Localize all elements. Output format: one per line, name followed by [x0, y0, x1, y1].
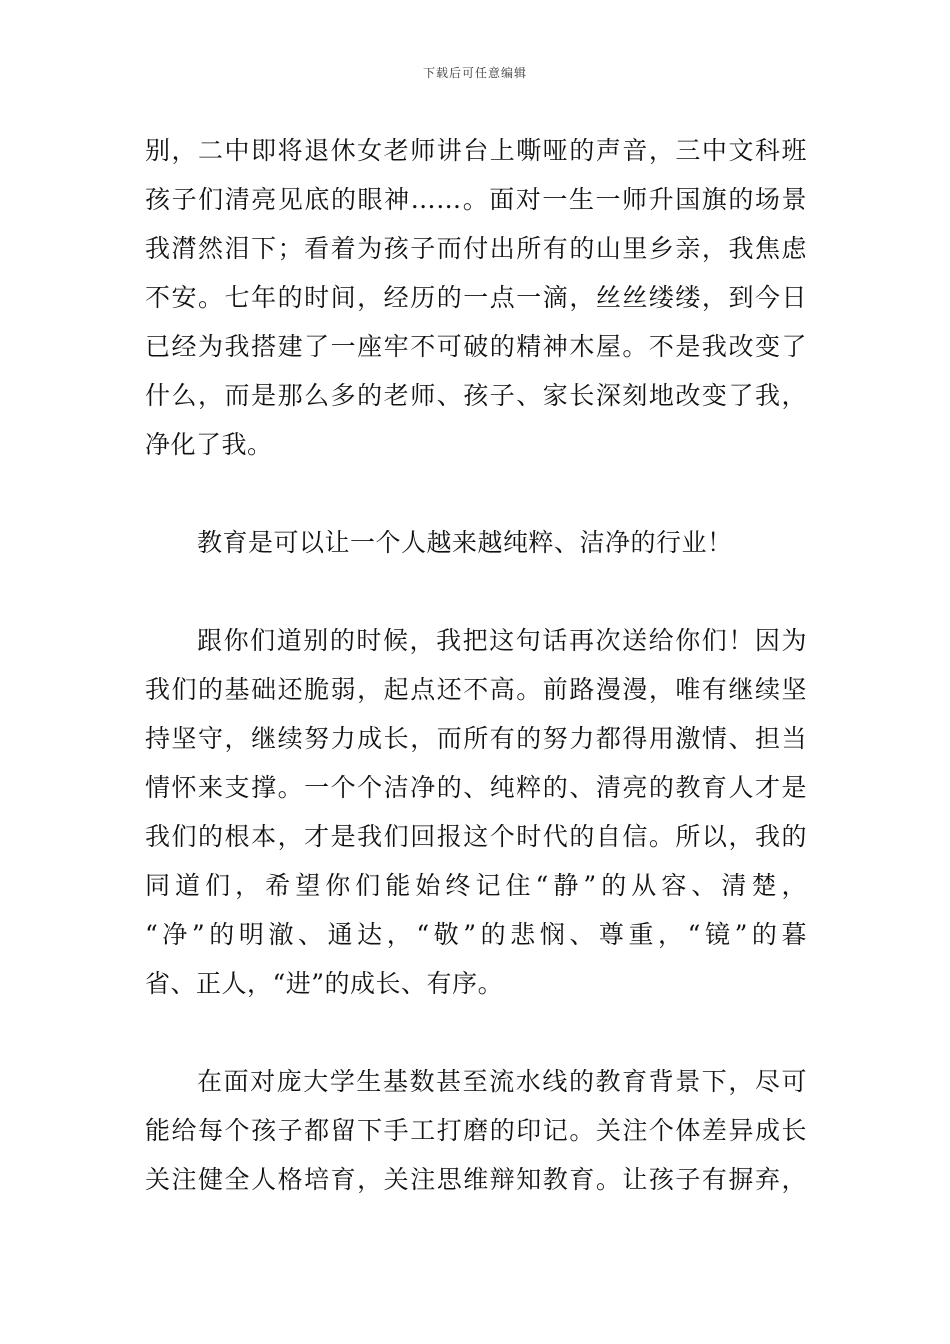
document-body	[145, 126, 807, 1204]
text-line: 跟你们道别的时候，我把这句话再次送给你们！因为	[197, 626, 807, 655]
text-line: 已经为我搭建了一座牢不可破的精神木屋。不是我改变了	[145, 332, 807, 361]
paragraph-gap	[145, 469, 807, 518]
text-line: 教育是可以让一个人越来越纯粹、洁净的行业！	[197, 528, 733, 557]
text-line: 别，二中即将退休女老师讲台上嘶哑的声音，三中文科班	[145, 136, 807, 165]
text-line: 情怀来支撑。一个个洁净的、纯粹的、清亮的教育人才是	[145, 773, 807, 802]
text-line: “净”的明澈、通达，“敬”的悲悯、尊重，“镜”的暮	[145, 920, 807, 949]
text-line: 不安。七年的时间，经历的一点一滴，丝丝缕缕，到今日	[145, 283, 807, 312]
text-line: 我们的根本，才是我们回报这个时代的自信。所以，我的	[145, 822, 807, 851]
text-line: 我潸然泪下；看着为孩子而付出所有的山里乡亲，我焦虑	[145, 234, 807, 263]
text-line: 我们的基础还脆弱，起点还不高。前路漫漫，唯有继续坚	[145, 675, 807, 704]
text-line: 孩子们清亮见底的眼神……。面对一生一师升国旗的场景	[145, 185, 807, 214]
paragraph	[145, 616, 807, 1008]
text-line: 什么，而是那么多的老师、孩子、家长深刻地改变了我，	[145, 381, 807, 410]
paragraph-gap	[145, 1008, 807, 1057]
text-line: 同道们，希望你们能始终记住“静”的从容、清楚，	[145, 871, 807, 900]
paragraph	[145, 518, 807, 567]
paragraph	[145, 126, 807, 469]
text-line: 关注健全人格培育，关注思维辩知教育。让孩子有摒弃，	[145, 1165, 807, 1194]
page-header: 下载后可任意编辑	[422, 66, 527, 80]
paragraph-gap	[145, 567, 807, 616]
text-line: 在面对庞大学生基数甚至流水线的教育背景下，尽可	[197, 1067, 807, 1096]
text-line: 净化了我。	[145, 430, 273, 459]
text-line: 省、正人，“进”的成长、有序。	[145, 969, 504, 998]
text-line: 持坚守，继续努力成长，而所有的努力都得用激情、担当	[145, 724, 807, 753]
paragraph	[145, 1057, 807, 1204]
text-line: 能给每个孩子都留下手工打磨的印记。关注个体差异成长	[145, 1116, 807, 1145]
